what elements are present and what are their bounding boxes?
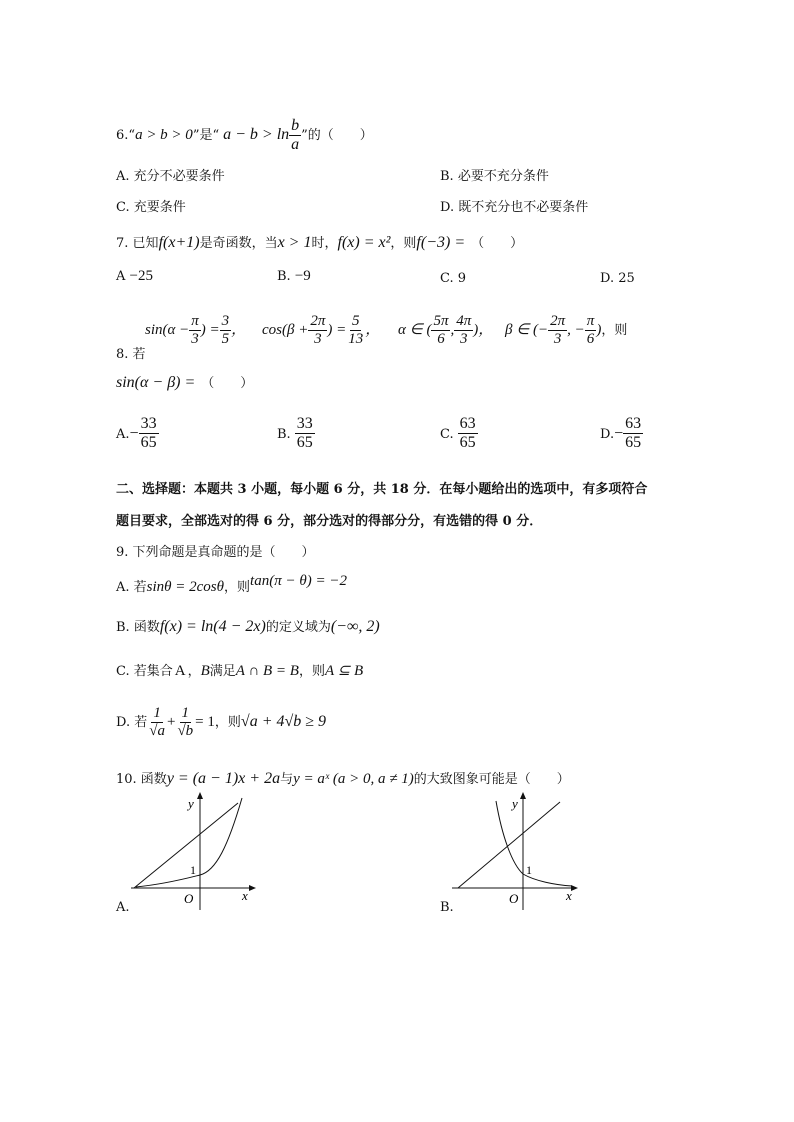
svg-text:1: 1 (526, 863, 532, 877)
option-c[interactable]: C. 9 (440, 271, 467, 286)
svg-text:O: O (509, 891, 519, 906)
condition-beta-range: β ∈ (− $\frac{2\pi}{3}$ , − $\frac{\pi}{6}$ )，则 (505, 313, 628, 347)
option-a[interactable]: A. 充分不必要条件 (116, 169, 225, 184)
graph-b[interactable] (440, 786, 590, 922)
option-b[interactable]: B. 必要不充分条件 (440, 169, 549, 184)
svg-text:x: x (242, 888, 248, 903)
option-a[interactable]: A. 若sinθ = 2cosθ，则tan(π − θ) = −2 (116, 573, 347, 595)
section-heading-line-2: 题目要求，全部选对的得 6 分，部分选对的得部分分，有选错的得 0 分． (116, 514, 543, 529)
linear-function-line (458, 802, 560, 888)
option-a[interactable]: A −25 (116, 268, 153, 284)
option-d[interactable]: D. 若 $\frac{1}{√a}$ + $\frac{1}{√b}$ = 1，则√a + 4√b ≥ 9 (116, 705, 327, 739)
question-10-stem: 10. 函数y = (a − 1)x + 2a与y = aˣ (a > 0, a ≠ 1)的大致图象可能是（ ） (116, 770, 570, 787)
svg-text:y: y (512, 796, 518, 811)
x-axis-arrow (249, 885, 256, 891)
graph-a-figure (116, 786, 266, 918)
y-axis-arrow (197, 792, 203, 799)
condition-2: a − b > ln (223, 126, 290, 143)
option-d[interactable]: D. 25 (600, 271, 635, 286)
section-heading-line-1: 二、选择题：本题共 3 小题，每小题 6 分，共 18 分．在每小题给出的选项中，有多项符合 (116, 482, 648, 497)
graph-a-label: A. (116, 900, 130, 915)
question-6-stem: 6.“a > b > 0”是“ a − b > ln $\frac{b}{a}$ ”的（ ） (116, 117, 373, 153)
question-8-number: 8. 若 (116, 347, 146, 362)
option-c[interactable]: C. 充要条件 (116, 200, 186, 215)
question-number: 6. (116, 128, 129, 143)
question-8-ask: sin(α − β) = （ ） (116, 374, 254, 391)
option-b[interactable]: B. 函数f(x) = ln(4 − 2x)的定义域为(−∞, 2) (116, 618, 380, 635)
option-b[interactable]: B. −9 (277, 268, 311, 284)
condition-alpha-range: α ∈ ( $\frac{5\pi}{6}$ , $\frac{4\pi}{3}$ )， (398, 313, 494, 347)
option-a[interactable]: A.− $\frac{33}{65}$ (116, 415, 157, 451)
graph-b-label: B. (440, 900, 454, 915)
option-c[interactable]: C. 若集合 A ，B满足A ∩ B = B，则A ⊆ B (116, 663, 364, 679)
fraction: $\frac{b}{a}$ (291, 117, 300, 153)
option-d[interactable]: D.− $\frac{63}{65}$ (600, 415, 642, 451)
graph-a[interactable] (116, 786, 266, 922)
x-axis-arrow (571, 885, 578, 891)
option-b[interactable]: B. $\frac{33}{65}$ (277, 415, 313, 451)
question-9-stem: 9. 下列命题是真命题的是（ ） (116, 545, 315, 560)
condition-1: a > b > 0 (135, 127, 193, 143)
option-c[interactable]: C. $\frac{63}{65}$ (440, 415, 476, 451)
condition-cos-beta: cos(β + $\frac{2\pi}{3}$ ) = $\frac{5}{13}$ ， (262, 313, 381, 347)
svg-text:O: O (184, 891, 194, 906)
svg-text:x: x (566, 888, 572, 903)
condition-sin-alpha: sin(α − $\frac{\pi}{3}$ ) = $\frac{3}{5}$ ， (145, 313, 247, 347)
svg-text:y: y (188, 796, 194, 811)
graph-b-figure (440, 786, 590, 918)
question-7-stem: 7. 已知f(x+1)是奇函数，当x > 1时，f(x) = x²，则f(−3) = （ ） (116, 234, 524, 251)
option-d[interactable]: D. 既不充分也不必要条件 (440, 200, 589, 215)
exponential-curve (496, 801, 572, 886)
y-axis-arrow (520, 792, 526, 799)
linear-function-line (134, 803, 238, 888)
svg-text:1: 1 (190, 863, 196, 877)
